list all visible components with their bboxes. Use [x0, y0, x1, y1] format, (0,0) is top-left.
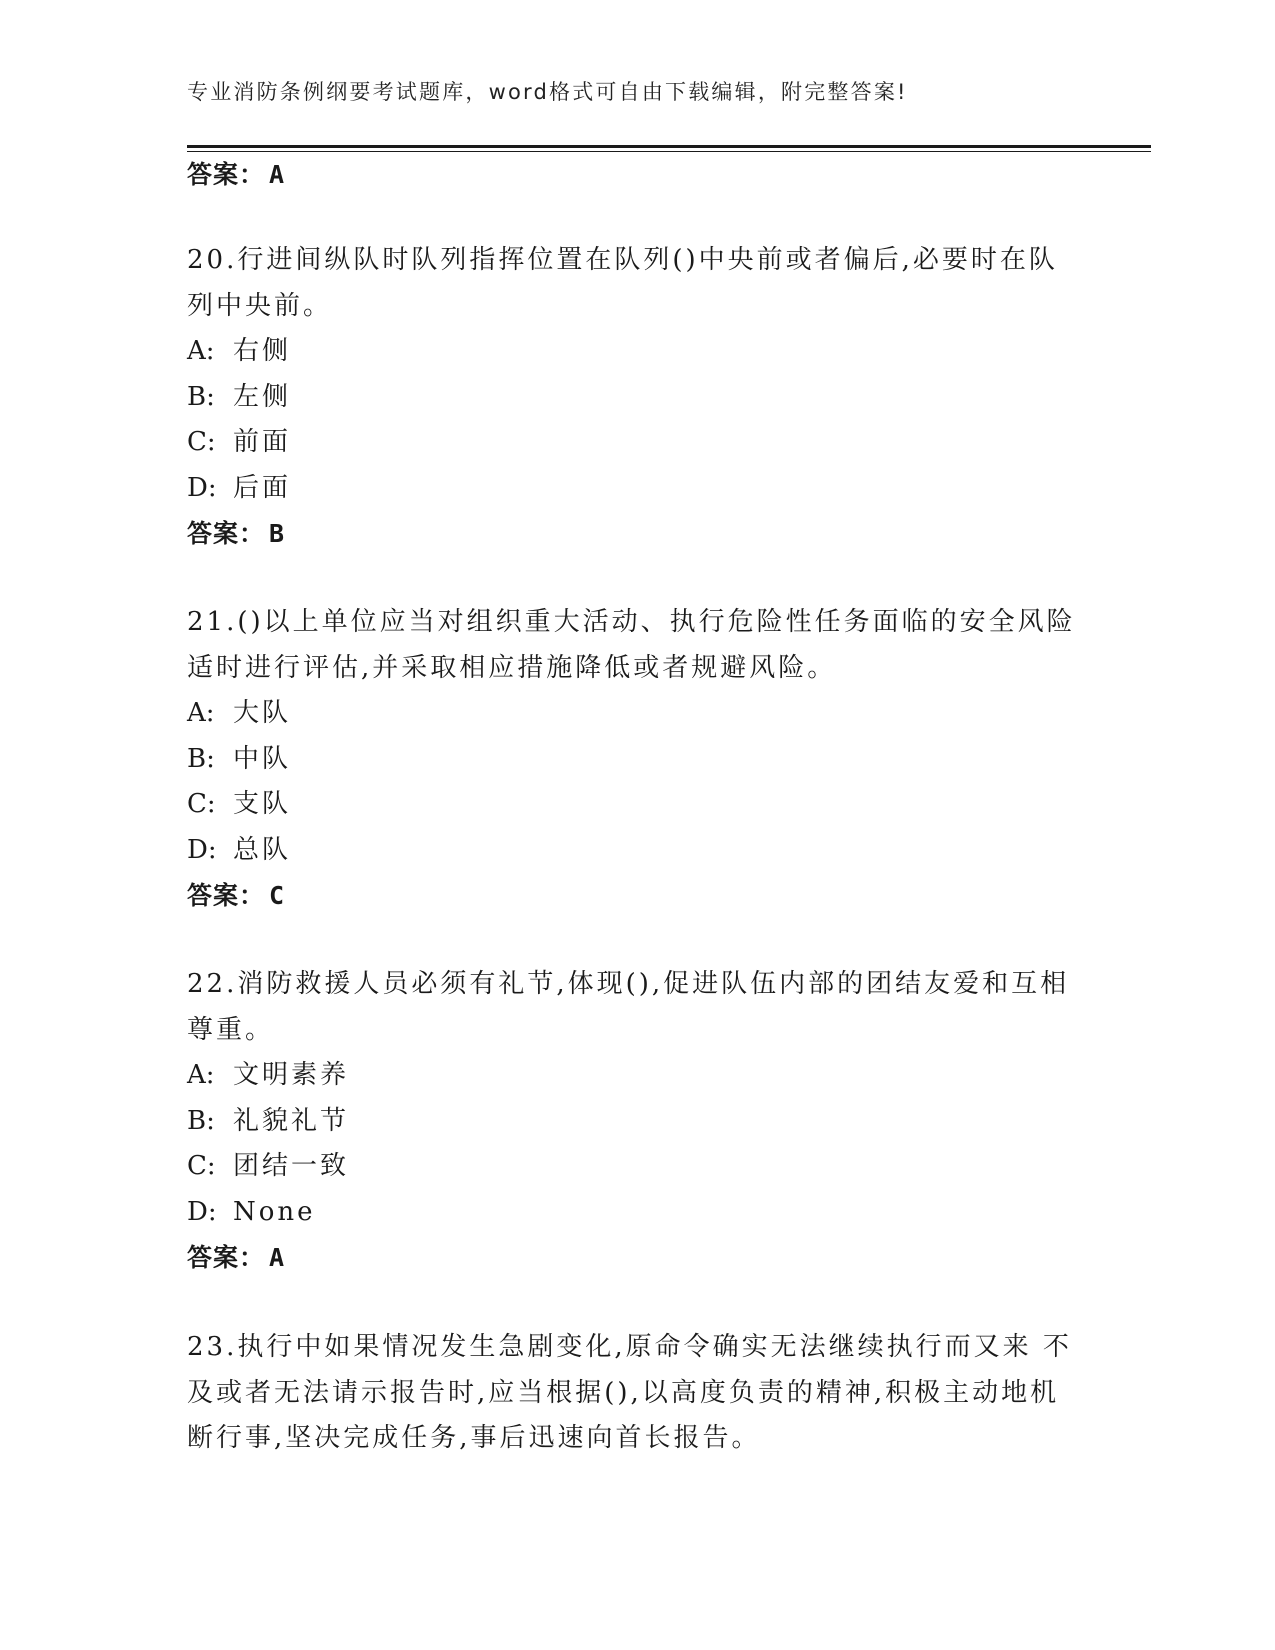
- answer-line: [187, 873, 1087, 919]
- question-21: [187, 600, 1087, 919]
- option-label: C:: [187, 427, 216, 457]
- answer-label: 答案：: [187, 1243, 266, 1272]
- option-label: B:: [187, 381, 215, 412]
- option-c: [187, 420, 1087, 466]
- question-22: [187, 962, 1087, 1281]
- option-label: A:: [187, 1060, 215, 1090]
- option-text: 文明素养: [233, 1060, 350, 1090]
- option-text: 大队: [233, 698, 292, 728]
- option-text: 后面: [233, 472, 292, 503]
- option-b: [187, 375, 1087, 421]
- question-text-line: 22.消防救援人员必须有礼节,体现(),促进队伍内部的团结友爱和互相: [187, 969, 1070, 999]
- question-text-line: 列中央前。: [187, 290, 333, 321]
- option-text: 总队: [233, 834, 292, 865]
- option-a: [187, 1053, 1087, 1099]
- option-c: [187, 782, 1087, 828]
- question-20: [187, 238, 1087, 557]
- option-label: A:: [187, 336, 215, 366]
- option-text: 礼貌礼节: [233, 1105, 350, 1136]
- option-label: C:: [187, 789, 216, 819]
- answer-value: C: [269, 881, 286, 910]
- option-label: B:: [187, 1105, 215, 1136]
- option-text: 支队: [233, 789, 292, 819]
- option-label: B:: [187, 743, 215, 774]
- answer-value: A: [269, 160, 286, 189]
- option-label: D:: [187, 1196, 217, 1227]
- answer-label: 答案：: [187, 519, 266, 548]
- option-b: [187, 737, 1087, 783]
- answer-line: [187, 1235, 1087, 1281]
- option-text: None: [233, 1196, 316, 1227]
- question-text-line: 及或者无法请示报告时,应当根据(),以高度负责的精神,积极主动地机: [187, 1377, 1060, 1408]
- option-text: 左侧: [233, 381, 292, 412]
- option-text: 右侧: [233, 336, 292, 366]
- question-text-line: 适时进行评估,并采取相应措施降低或者规避风险。: [187, 652, 837, 683]
- top-answer-block: [187, 152, 1087, 198]
- option-d: [187, 828, 1087, 874]
- answer-label: 答案：: [187, 881, 266, 910]
- option-text: 前面: [233, 427, 292, 457]
- option-text: 团结一致: [233, 1151, 350, 1181]
- option-a: [187, 329, 1087, 375]
- option-b: [187, 1099, 1087, 1145]
- answer-value: B: [269, 519, 286, 548]
- option-text: 中队: [233, 743, 292, 774]
- answer-label: 答案：: [187, 160, 266, 189]
- answer-value: A: [269, 1243, 286, 1272]
- question-text-line: 23.执行中如果情况发生急剧变化,原命令确实无法继续执行而又来 不: [187, 1332, 1072, 1362]
- option-label: D:: [187, 834, 217, 865]
- option-label: D:: [187, 472, 217, 503]
- answer-line: [187, 152, 1087, 198]
- option-a: [187, 691, 1087, 737]
- header-rule-thick: [187, 145, 1151, 148]
- question-text-line: 21.()以上单位应当对组织重大活动、执行危险性任务面临的安全风险: [187, 607, 1076, 637]
- question-text-line: 20.行进间纵队时队列指挥位置在队列()中央前或者偏后,必要时在队: [187, 245, 1058, 275]
- option-label: C:: [187, 1151, 216, 1181]
- question-text-line: 尊重。: [187, 1014, 275, 1045]
- page-header: 专业消防条例纲要考试题库，word格式可自由下载编辑，附完整答案!: [187, 80, 908, 104]
- answer-line: [187, 511, 1087, 557]
- question-23: [187, 1325, 1087, 1462]
- option-d: [187, 466, 1087, 512]
- option-d: [187, 1190, 1087, 1236]
- option-label: A:: [187, 698, 215, 728]
- option-c: [187, 1144, 1087, 1190]
- question-text-line: 断行事,坚决完成任务,事后迅速向首长报告。: [187, 1423, 761, 1453]
